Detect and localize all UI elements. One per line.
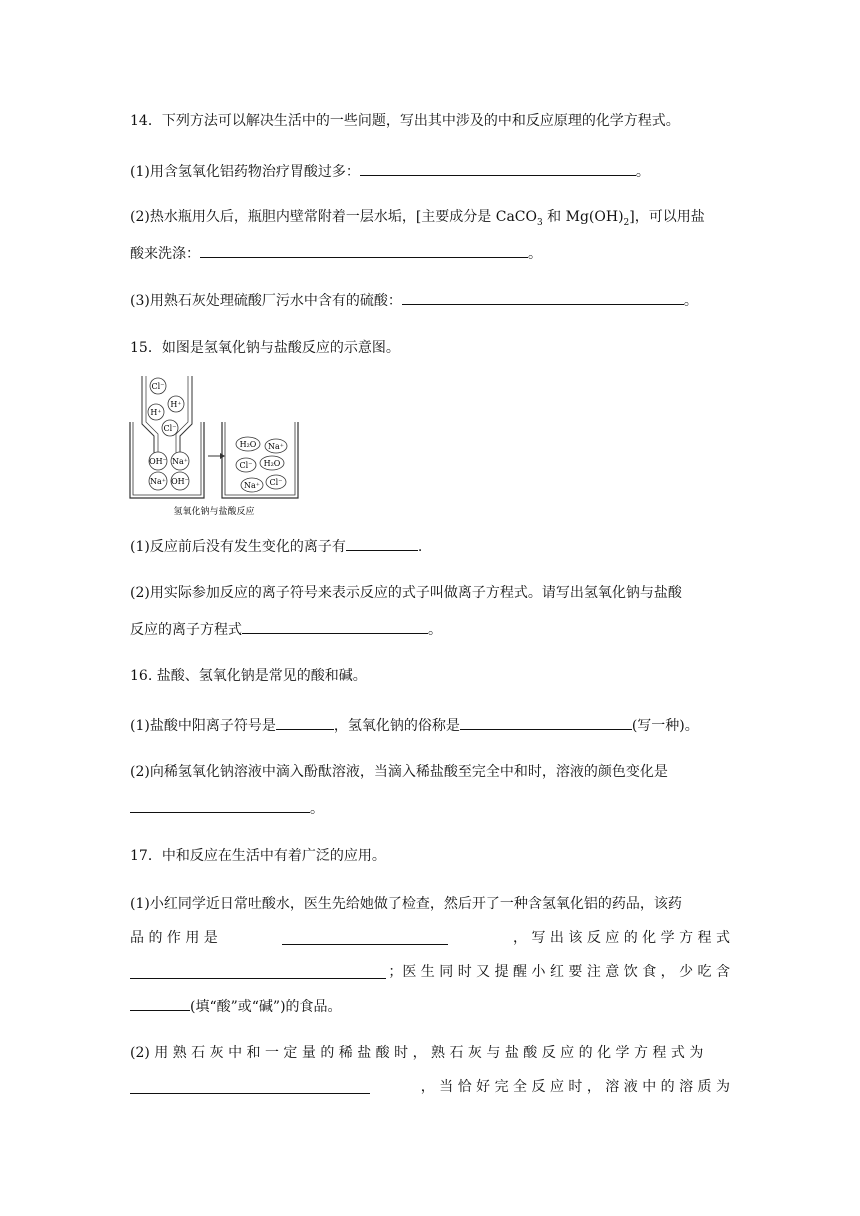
svg-text:OH⁻: OH⁻: [171, 477, 189, 486]
answer-blank[interactable]: [402, 290, 684, 305]
q14-part3: (3)用熟石灰处理硫酸厂污水中含有的硫酸： 。: [130, 290, 730, 311]
answer-blank[interactable]: [200, 243, 528, 258]
ion-cl: [150, 378, 166, 394]
answer-blank[interactable]: [130, 964, 386, 979]
ion-na: [241, 478, 263, 492]
svg-text:Cl⁻: Cl⁻: [151, 382, 165, 391]
ion-h: [168, 396, 184, 412]
svg-text:Na⁺: Na⁺: [172, 457, 188, 466]
answer-blank[interactable]: [360, 161, 636, 176]
answer-blank[interactable]: [460, 715, 632, 730]
answer-blank[interactable]: [130, 1079, 370, 1094]
q16-stem: 16. 盐酸、氢氧化钠是常见的酸和碱。: [130, 668, 367, 684]
svg-text:Cl⁻: Cl⁻: [163, 424, 177, 433]
svg-text:OH⁻: OH⁻: [149, 457, 167, 466]
ion-cl: [162, 420, 178, 436]
q14-stem: 14．下列方法可以解决生活中的一些问题，写出其中涉及的中和反应原理的化学方程式。: [130, 113, 680, 129]
q17-part1-line3: ；医 生 同 时 又 提 醒 小 红 要 注 意 饮 食 ， 少 吃 含: [130, 962, 730, 982]
q17-part2-line2: ， 当 恰 好 完 全 反 应 时 ， 溶 液 中 的 溶 质 为: [130, 1077, 730, 1097]
answer-blank[interactable]: [130, 996, 190, 1011]
molecule-h2o: [236, 437, 260, 451]
svg-text:Na⁺: Na⁺: [150, 477, 166, 486]
svg-text:Na⁺: Na⁺: [268, 442, 284, 451]
ion-h: [148, 404, 164, 420]
q16-part2-line2: 。: [130, 798, 730, 819]
q17-part1-line4: (填“酸”或“碱”)的食品。: [130, 996, 730, 1017]
svg-text:H₂O: H₂O: [263, 459, 281, 468]
q16-part2-line1: (2)向稀氢氧化钠溶液中滴入酚酞溶液，当滴入稀盐酸至完全中和时，溶液的颜色变化是: [130, 764, 668, 780]
q15-part2-line1: (2)用实际参加反应的离子符号来表示反应的式子叫做离子方程式。请写出氢氧化钠与盐酸: [130, 585, 682, 601]
q14-part2-line1: (2)热水瓶用久后，瓶胆内壁常附着一层水垢，[主要成分是 CaCO$_3$ 和 $Mg(OH)_2$]，可以用盐: [130, 209, 705, 228]
answer-blank[interactable]: [276, 715, 334, 730]
answer-blank[interactable]: [242, 619, 428, 634]
ion-na: [149, 472, 167, 490]
q17-part2-line1: (2) 用 熟 石 灰 中 和 一 定 量 的 稀 盐 酸 时 ， 熟 石 灰 与 盐 酸 反 应 的 化 学 方 程 式 为: [130, 1045, 704, 1061]
svg-text:Cl⁻: Cl⁻: [269, 478, 283, 487]
reaction-diagram: [128, 374, 304, 520]
answer-blank[interactable]: [282, 930, 448, 945]
svg-text:Cl⁻: Cl⁻: [239, 461, 253, 470]
q15-part2-line2: 反应的离子方程式 。: [130, 619, 730, 640]
answer-blank[interactable]: [130, 798, 310, 813]
svg-text:Na⁺: Na⁺: [244, 481, 260, 490]
ion-oh: [149, 452, 167, 470]
q14-part1: (1)用含氢氧化铝药物治疗胃酸过多： 。: [130, 161, 730, 182]
svg-text:H₂O: H₂O: [239, 440, 257, 449]
q17-part1-line1: (1)小红同学近日常吐酸水，医生先给她做了检查，然后开了一种含氢氧化铝的药品，该药: [130, 896, 682, 912]
ion-cl: [266, 475, 286, 489]
figure-caption: 氢氧化钠与盐酸反应: [173, 507, 255, 517]
svg-text:H⁺: H⁺: [150, 408, 162, 417]
q17-stem: 17．中和反应在生活中有着广泛的应用。: [130, 848, 386, 864]
ion-oh: [171, 472, 189, 490]
ion-na: [171, 452, 189, 470]
ion-na: [265, 439, 287, 453]
svg-text:H⁺: H⁺: [170, 400, 182, 409]
q15-part1: (1)反应前后没有发生变化的离子有 .: [130, 536, 730, 557]
ion-cl: [236, 458, 256, 472]
q15-stem: 15．如图是氢氧化钠与盐酸反应的示意图。: [130, 340, 400, 356]
molecule-h2o: [260, 456, 284, 470]
q14-part2-line2: 酸来洗涤： 。: [130, 243, 730, 264]
q16-part1: (1)盐酸中阳离子符号是 ，氢氧化钠的俗称是 (写一种)。: [130, 715, 730, 736]
answer-blank[interactable]: [346, 536, 418, 551]
q17-part1-line2: 品 的 作 用 是 ， 写 出 该 反 应 的 化 学 方 程 式: [130, 930, 730, 946]
